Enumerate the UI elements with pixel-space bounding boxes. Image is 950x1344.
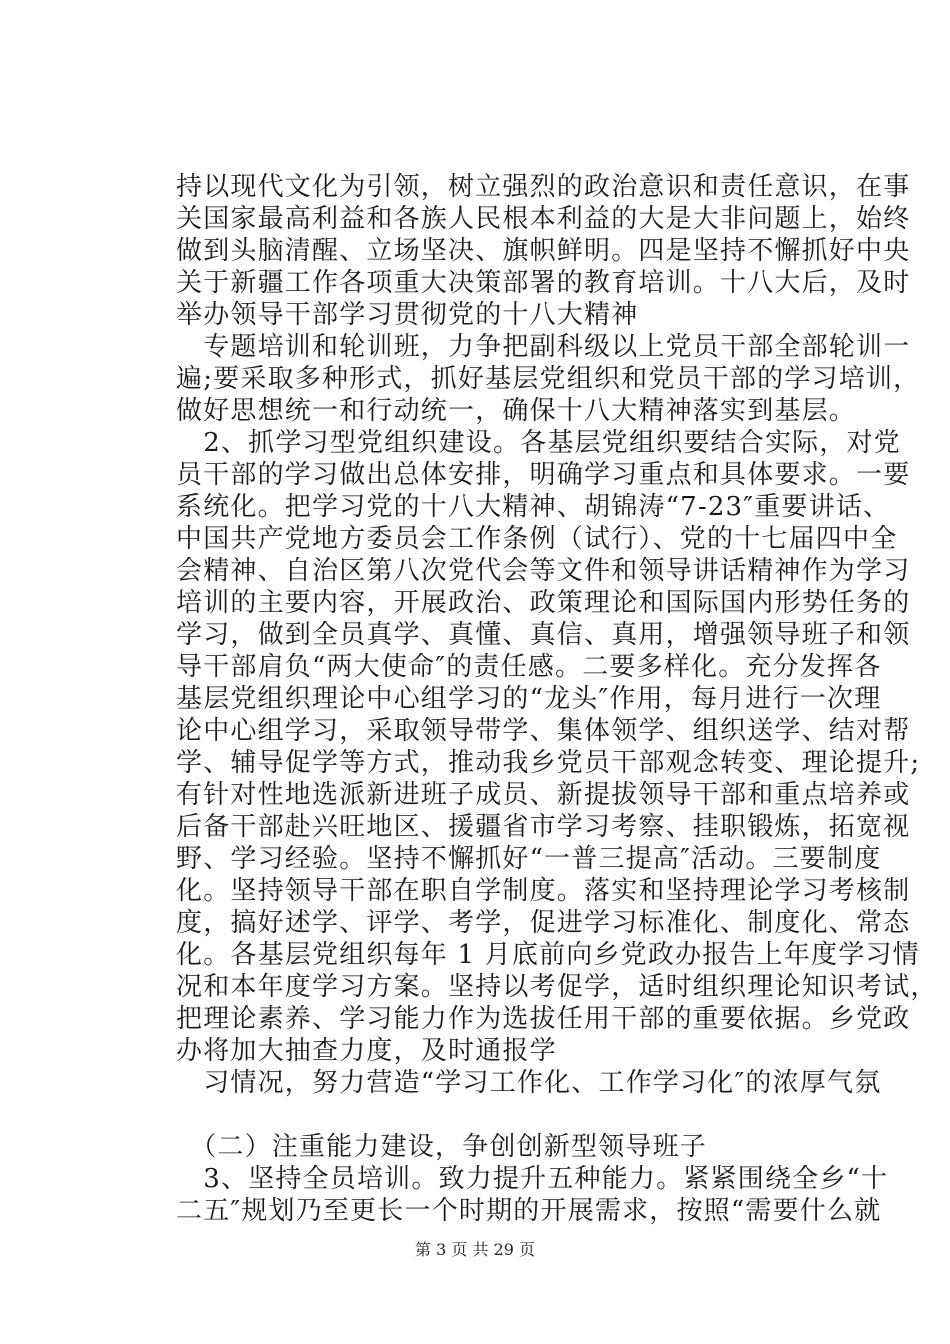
body-text-line: 况和本年度学习方案。坚持以考促学，适时组织理论知识考试， bbox=[176, 972, 938, 1002]
body-text-line: 后备干部赴兴旺地区、援疆省市学习考察、挂职锻炼，拓宽视 bbox=[176, 812, 911, 842]
body-text-line: 关国家最高利益和各族人民根本利益的大是大非问题上，始终 bbox=[176, 204, 911, 234]
body-text-line: 学习，做到全员真学、真懂、真信、真用，增强领导班子和领 bbox=[176, 620, 911, 650]
body-text-line: 做好思想统一和行动统一，确保十八大精神落实到基层。 bbox=[176, 396, 857, 426]
body-text-line: 遍;要采取多种形式，抓好基层党组织和党员干部的学习培训， bbox=[176, 364, 921, 394]
body-text-line: 论中心组学习，采取领导带学、集体领学、组织送学、结对帮 bbox=[176, 716, 911, 746]
body-text-line: 员干部的学习做出总体安排，明确学习重点和具体要求。一要 bbox=[176, 460, 911, 490]
body-text-line: 化。坚持领导干部在职自学制度。落实和坚持理论学习考核制 bbox=[176, 876, 911, 906]
body-text-line: 度，搞好述学、评学、考学，促进学习标准化、制度化、常态 bbox=[176, 908, 911, 938]
body-text-line: 会精神、自治区第八次党代会等文件和领导讲话精神作为学习 bbox=[176, 556, 911, 586]
body-text-line: 做到头脑清醒、立场坚决、旗帜鲜明。四是坚持不懈抓好中央 bbox=[176, 236, 911, 266]
body-text-line: 基层党组织理论中心组学习的“龙头″作用，每月进行一次理 bbox=[176, 684, 882, 714]
blank-line bbox=[176, 1100, 836, 1130]
body-text-line: 野、学习经验。坚持不懈抓好“一普三提高″活动。三要制度 bbox=[176, 844, 882, 874]
body-text-line: 中国共产党地方委员会工作条例（试行）、党的十七届四中全 bbox=[176, 524, 898, 554]
body-text-line: 3、坚持全员培训。致力提升五种能力。紧紧围绕全乡“十 bbox=[176, 1164, 889, 1194]
page-number-footer: 第 3 页 共 29 页 bbox=[415, 1240, 535, 1259]
body-text-line: 专题培训和轮训班，力争把副科级以上党员干部全部轮训一 bbox=[176, 332, 911, 362]
body-text-line: 办将加大抽查力度，及时通报学 bbox=[176, 1036, 557, 1066]
body-text-line: 化。各基层党组织每年 1 月底前向乡党政办报告上年度学习情 bbox=[176, 940, 920, 970]
body-text-line: 举办领导干部学习贯彻党的十八大精神 bbox=[176, 300, 639, 330]
body-text-line: 把理论素养、学习能力作为选拔任用干部的重要依据。乡党政 bbox=[176, 1004, 911, 1034]
body-text-line: 习情况，努力营造“学习工作化、工作学习化″的浓厚气氛 bbox=[176, 1068, 882, 1098]
body-text-line: 关于新疆工作各项重大决策部署的教育培训。十八大后，及时 bbox=[176, 268, 911, 298]
body-text-line: 系统化。把学习党的十八大精神、胡锦涛“7-23″重要讲话、 bbox=[176, 492, 891, 522]
body-text-line: 导干部肩负“两大使命″的责任感。二要多样化。充分发挥各 bbox=[176, 652, 882, 682]
body-text-line: 二五″规划乃至更长一个时期的开展需求，按照“需要什么就 bbox=[176, 1196, 882, 1226]
body-text-line: 有针对性地选派新进班子成员、新提拔领导干部和重点培养或 bbox=[176, 780, 911, 810]
section-heading: （二）注重能力建设，争创创新型领导班子 bbox=[176, 1132, 708, 1162]
body-text-line: 2、抓学习型党组织建设。各基层党组织要结合实际，对党 bbox=[176, 428, 901, 458]
body-text-line: 学、辅导促学等方式，推动我乡党员干部观念转变、理论提升; bbox=[176, 748, 921, 778]
body-text-line: 持以现代文化为引领，树立强烈的政治意识和责任意识，在事 bbox=[176, 172, 911, 202]
body-text-line: 培训的主要内容，开展政治、政策理论和国际国内形势任务的 bbox=[176, 588, 911, 618]
